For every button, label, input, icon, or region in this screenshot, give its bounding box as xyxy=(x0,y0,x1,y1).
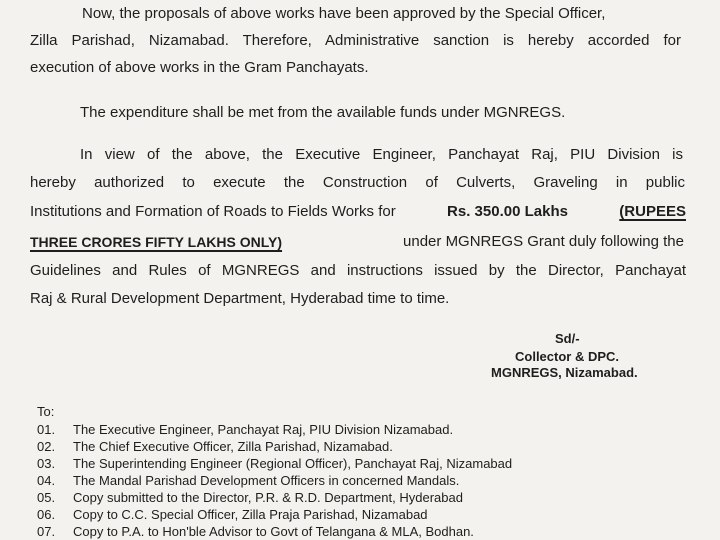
para1-line2: Zilla Parishad, Nizamabad. Therefore, Administrative sanction is hereby accorded for xyxy=(30,32,681,49)
recipient-text: Copy to C.C. Special Officer, Zilla Praja Parishad, Nizamabad xyxy=(73,507,428,522)
recipient-number: 07. xyxy=(37,524,56,539)
recipient-item xyxy=(37,438,393,455)
para1-line3: execution of above works in the Gram Panchayats. xyxy=(30,59,369,76)
recipient-item xyxy=(37,489,463,506)
recipient-number: 06. xyxy=(37,507,56,522)
signature-sd: Sd/- xyxy=(555,331,580,346)
recipient-item xyxy=(37,455,512,472)
para3-line3-text: Institutions and Formation of Roads to Fields Works for xyxy=(30,203,396,220)
recipient-number: 02. xyxy=(37,439,56,454)
para3-line4 xyxy=(30,233,684,251)
recipient-item xyxy=(37,472,459,489)
recipient-text: The Superintending Engineer (Regional Officer), Panchayat Raj, Nizamabad xyxy=(73,456,513,471)
para2-line: The expenditure shall be met from the available funds under MGNREGS. xyxy=(80,104,566,121)
recipient-text: The Executive Engineer, Panchayat Raj, PIU Division Nizamabad. xyxy=(73,422,454,437)
para3-line5: Guidelines and Rules of MGNREGS and instructions issued by the Director, Panchayat xyxy=(30,262,686,279)
to-label: To: xyxy=(37,404,55,419)
amount-in-words-end: THREE CRORES FIFTY LAKHS ONLY) xyxy=(30,234,283,250)
recipient-text: The Mandal Parishad Development Officers in concerned Mandals. xyxy=(73,473,460,488)
para3-line3 xyxy=(30,203,686,221)
recipient-number: 03. xyxy=(37,456,56,471)
signature-office: MGNREGS, Nizamabad. xyxy=(491,365,638,380)
recipient-number: 04. xyxy=(37,473,56,488)
para1-line1: Now, the proposals of above works have been approved by the Special Officer, xyxy=(82,5,606,22)
signature-title: Collector & DPC. xyxy=(515,349,620,364)
amount-in-words-start: (RUPEES xyxy=(619,203,686,220)
para3-line4-text: under MGNREGS Grant duly following the xyxy=(403,233,684,250)
recipient-item xyxy=(37,421,453,438)
sanction-amount: Rs. 350.00 Lakhs xyxy=(447,203,568,220)
para3-line1: In view of the above, the Executive Engineer, Panchayat Raj, PIU Division is xyxy=(80,146,683,163)
para3-line6: Raj & Rural Development Department, Hyderabad time to time. xyxy=(30,290,450,307)
para3-line2: hereby authorized to execute the Construction of Culverts, Graveling in public xyxy=(30,174,685,191)
recipient-text: Copy to P.A. to Hon'ble Advisor to Govt of Telangana & MLA, Bodhan. xyxy=(73,524,474,539)
recipient-number: 01. xyxy=(37,422,56,437)
recipient-text: The Chief Executive Officer, Zilla Parishad, Nizamabad. xyxy=(73,439,393,454)
recipient-text: Copy submitted to the Director, P.R. & R.D. Department, Hyderabad xyxy=(73,490,463,505)
recipient-item xyxy=(37,506,428,523)
recipient-number: 05. xyxy=(37,490,56,505)
recipient-item xyxy=(37,523,474,540)
